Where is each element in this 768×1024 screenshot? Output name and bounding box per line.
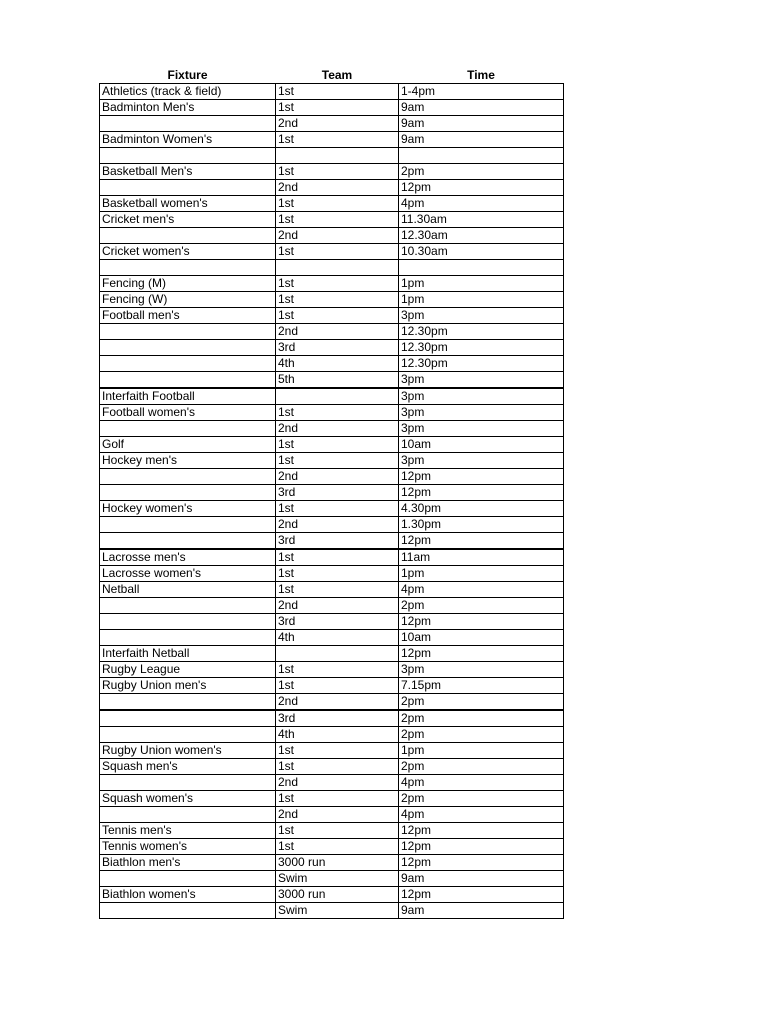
fixture-cell <box>100 260 276 276</box>
fixture-cell <box>100 485 276 501</box>
team-cell: 1st <box>276 292 399 308</box>
table-row <box>100 807 564 823</box>
fixture-cell <box>100 116 276 132</box>
team-cell: 2nd <box>276 598 399 614</box>
team-cell: 3rd <box>276 533 399 550</box>
fixtures-body <box>100 84 564 919</box>
table-row <box>100 100 564 116</box>
team-cell: 3rd <box>276 710 399 727</box>
fixture-cell: Badminton Men's <box>100 100 276 116</box>
table-row <box>100 292 564 308</box>
table-row <box>100 549 564 566</box>
time-cell: 3pm <box>399 453 564 469</box>
time-cell: 3pm <box>399 388 564 405</box>
fixture-cell: Interfaith Football <box>100 388 276 405</box>
table-row <box>100 759 564 775</box>
time-cell <box>399 148 564 164</box>
fixture-cell <box>100 710 276 727</box>
team-cell: 1st <box>276 276 399 292</box>
time-cell: 4pm <box>399 775 564 791</box>
table-row <box>100 324 564 340</box>
table-row <box>100 727 564 743</box>
table-row <box>100 791 564 807</box>
team-cell: 3000 run <box>276 887 399 903</box>
fixture-cell: Basketball Men's <box>100 164 276 180</box>
table-row <box>100 276 564 292</box>
fixture-cell <box>100 324 276 340</box>
fixture-cell: Squash women's <box>100 791 276 807</box>
table-row <box>100 180 564 196</box>
team-cell: 2nd <box>276 324 399 340</box>
fixture-cell <box>100 421 276 437</box>
table-row <box>100 533 564 550</box>
fixture-cell: Football women's <box>100 405 276 421</box>
table-row <box>100 372 564 389</box>
team-cell: 1st <box>276 823 399 839</box>
time-cell: 12pm <box>399 646 564 662</box>
team-cell <box>276 260 399 276</box>
team-cell: 1st <box>276 791 399 807</box>
team-cell: Swim <box>276 903 399 919</box>
fixture-cell: Biathlon men's <box>100 855 276 871</box>
time-cell: 4pm <box>399 196 564 212</box>
time-cell: 12.30am <box>399 228 564 244</box>
team-cell: 2nd <box>276 469 399 485</box>
team-cell: 1st <box>276 453 399 469</box>
team-cell: 1st <box>276 212 399 228</box>
time-cell: 9am <box>399 132 564 148</box>
header-fixture: Fixture <box>167 68 208 82</box>
team-cell: 2nd <box>276 116 399 132</box>
table-row <box>100 356 564 372</box>
team-cell: 1st <box>276 839 399 855</box>
time-cell: 9am <box>399 100 564 116</box>
team-cell: 3000 run <box>276 855 399 871</box>
fixture-cell <box>100 598 276 614</box>
time-cell: 7.15pm <box>399 678 564 694</box>
fixture-cell <box>100 372 276 389</box>
fixture-cell: Squash men's <box>100 759 276 775</box>
table-row <box>100 566 564 582</box>
team-cell: 1st <box>276 164 399 180</box>
fixture-cell: Biathlon women's <box>100 887 276 903</box>
time-cell: 2pm <box>399 694 564 711</box>
table-row <box>100 887 564 903</box>
team-cell: 2nd <box>276 517 399 533</box>
fixture-cell <box>100 807 276 823</box>
team-cell: 3rd <box>276 340 399 356</box>
fixture-cell <box>100 469 276 485</box>
team-cell: 1st <box>276 244 399 260</box>
fixture-cell: Cricket men's <box>100 212 276 228</box>
fixture-cell: Rugby Union women's <box>100 743 276 759</box>
table-row <box>100 775 564 791</box>
table-row <box>100 839 564 855</box>
table-row <box>100 501 564 517</box>
table-row <box>100 614 564 630</box>
time-cell: 2pm <box>399 791 564 807</box>
table-row <box>100 517 564 533</box>
table-row <box>100 340 564 356</box>
team-cell: 1st <box>276 582 399 598</box>
fixture-cell <box>100 356 276 372</box>
time-cell: 4pm <box>399 582 564 598</box>
time-cell: 1.30pm <box>399 517 564 533</box>
time-cell: 1pm <box>399 743 564 759</box>
time-cell: 2pm <box>399 164 564 180</box>
team-cell: 4th <box>276 356 399 372</box>
fixture-cell: Rugby Union men's <box>100 678 276 694</box>
header-team: Team <box>321 68 353 82</box>
fixture-cell: Fencing (W) <box>100 292 276 308</box>
table-row <box>100 308 564 324</box>
time-cell: 2pm <box>399 710 564 727</box>
fixture-cell <box>100 228 276 244</box>
fixture-cell <box>100 871 276 887</box>
fixture-cell: Football men's <box>100 308 276 324</box>
table-row <box>100 164 564 180</box>
time-cell: 3pm <box>399 308 564 324</box>
team-cell: 4th <box>276 727 399 743</box>
table-row <box>100 694 564 711</box>
time-cell: 9am <box>399 871 564 887</box>
table-row <box>100 116 564 132</box>
time-cell: 2pm <box>399 759 564 775</box>
time-cell: 12pm <box>399 533 564 550</box>
team-cell: 2nd <box>276 180 399 196</box>
fixtures-table <box>99 68 564 919</box>
team-cell <box>276 148 399 164</box>
header-time: Time <box>467 68 495 82</box>
team-cell: 2nd <box>276 694 399 711</box>
time-cell: 1pm <box>399 276 564 292</box>
time-cell: 12pm <box>399 180 564 196</box>
time-cell <box>399 260 564 276</box>
time-cell: 12pm <box>399 855 564 871</box>
fixture-cell: Basketball women's <box>100 196 276 212</box>
table-row <box>100 903 564 919</box>
table-row <box>100 630 564 646</box>
table-row <box>100 244 564 260</box>
team-cell <box>276 388 399 405</box>
time-cell: 9am <box>399 903 564 919</box>
table-row <box>100 485 564 501</box>
table-row <box>100 582 564 598</box>
table-row <box>100 469 564 485</box>
time-cell: 1pm <box>399 292 564 308</box>
table-row <box>100 646 564 662</box>
table-row <box>100 453 564 469</box>
table-row <box>100 710 564 727</box>
table-row <box>100 662 564 678</box>
fixture-cell: Interfaith Netball <box>100 646 276 662</box>
team-cell: Swim <box>276 871 399 887</box>
team-cell: 2nd <box>276 775 399 791</box>
fixture-cell: Badminton Women's <box>100 132 276 148</box>
table-row <box>100 421 564 437</box>
fixture-cell: Netball <box>100 582 276 598</box>
fixture-cell <box>100 727 276 743</box>
time-cell: 12pm <box>399 614 564 630</box>
team-cell: 1st <box>276 549 399 566</box>
table-row <box>100 388 564 405</box>
team-cell: 1st <box>276 759 399 775</box>
team-cell <box>276 646 399 662</box>
time-cell: 3pm <box>399 372 564 389</box>
fixture-cell: Hockey men's <box>100 453 276 469</box>
fixture-cell <box>100 517 276 533</box>
time-cell: 11.30am <box>399 212 564 228</box>
team-cell: 5th <box>276 372 399 389</box>
fixture-cell <box>100 340 276 356</box>
time-cell: 1-4pm <box>399 84 564 100</box>
time-cell: 3pm <box>399 421 564 437</box>
time-cell: 10am <box>399 630 564 646</box>
team-cell: 1st <box>276 566 399 582</box>
fixture-cell: Fencing (M) <box>100 276 276 292</box>
time-cell: 4pm <box>399 807 564 823</box>
fixture-cell <box>100 614 276 630</box>
fixture-cell: Lacrosse men's <box>100 549 276 566</box>
team-cell: 4th <box>276 630 399 646</box>
time-cell: 3pm <box>399 405 564 421</box>
fixture-cell: Tennis women's <box>100 839 276 855</box>
time-cell: 2pm <box>399 598 564 614</box>
table-row <box>100 855 564 871</box>
team-cell: 2nd <box>276 807 399 823</box>
team-cell: 1st <box>276 84 399 100</box>
table-row <box>100 84 564 100</box>
fixture-cell <box>100 694 276 711</box>
time-cell: 9am <box>399 116 564 132</box>
team-cell: 1st <box>276 196 399 212</box>
time-cell: 12pm <box>399 839 564 855</box>
time-cell: 12.30pm <box>399 324 564 340</box>
team-cell: 1st <box>276 100 399 116</box>
team-cell: 1st <box>276 132 399 148</box>
time-cell: 10.30am <box>399 244 564 260</box>
team-cell: 1st <box>276 501 399 517</box>
time-cell: 11am <box>399 549 564 566</box>
time-cell: 12pm <box>399 887 564 903</box>
time-cell: 2pm <box>399 727 564 743</box>
team-cell: 2nd <box>276 228 399 244</box>
table-row <box>100 228 564 244</box>
table-row <box>100 212 564 228</box>
time-cell: 12pm <box>399 485 564 501</box>
table-row <box>100 260 564 276</box>
time-cell: 10am <box>399 437 564 453</box>
fixture-cell <box>100 630 276 646</box>
team-cell: 1st <box>276 743 399 759</box>
fixture-cell: Rugby League <box>100 662 276 678</box>
table-row <box>100 405 564 421</box>
header-row <box>100 68 564 84</box>
fixture-cell: Tennis men's <box>100 823 276 839</box>
team-cell: 1st <box>276 308 399 324</box>
fixture-cell: Cricket women's <box>100 244 276 260</box>
fixture-cell <box>100 775 276 791</box>
table-row <box>100 678 564 694</box>
team-cell: 3rd <box>276 614 399 630</box>
fixture-cell <box>100 148 276 164</box>
table-row <box>100 823 564 839</box>
table-row <box>100 437 564 453</box>
time-cell: 12.30pm <box>399 340 564 356</box>
table-row <box>100 132 564 148</box>
fixture-cell <box>100 903 276 919</box>
time-cell: 4.30pm <box>399 501 564 517</box>
team-cell: 1st <box>276 405 399 421</box>
time-cell: 1pm <box>399 566 564 582</box>
fixture-cell <box>100 533 276 550</box>
time-cell: 12pm <box>399 823 564 839</box>
time-cell: 12pm <box>399 469 564 485</box>
fixture-cell: Golf <box>100 437 276 453</box>
table-row <box>100 148 564 164</box>
fixture-cell: Hockey women's <box>100 501 276 517</box>
team-cell: 2nd <box>276 421 399 437</box>
table-row <box>100 598 564 614</box>
fixture-cell: Lacrosse women's <box>100 566 276 582</box>
table-row <box>100 743 564 759</box>
fixture-cell <box>100 180 276 196</box>
table-row <box>100 196 564 212</box>
team-cell: 3rd <box>276 485 399 501</box>
fixture-cell: Athletics (track & field) <box>100 84 276 100</box>
team-cell: 1st <box>276 678 399 694</box>
time-cell: 3pm <box>399 662 564 678</box>
team-cell: 1st <box>276 662 399 678</box>
team-cell: 1st <box>276 437 399 453</box>
time-cell: 12.30pm <box>399 356 564 372</box>
table-row <box>100 871 564 887</box>
